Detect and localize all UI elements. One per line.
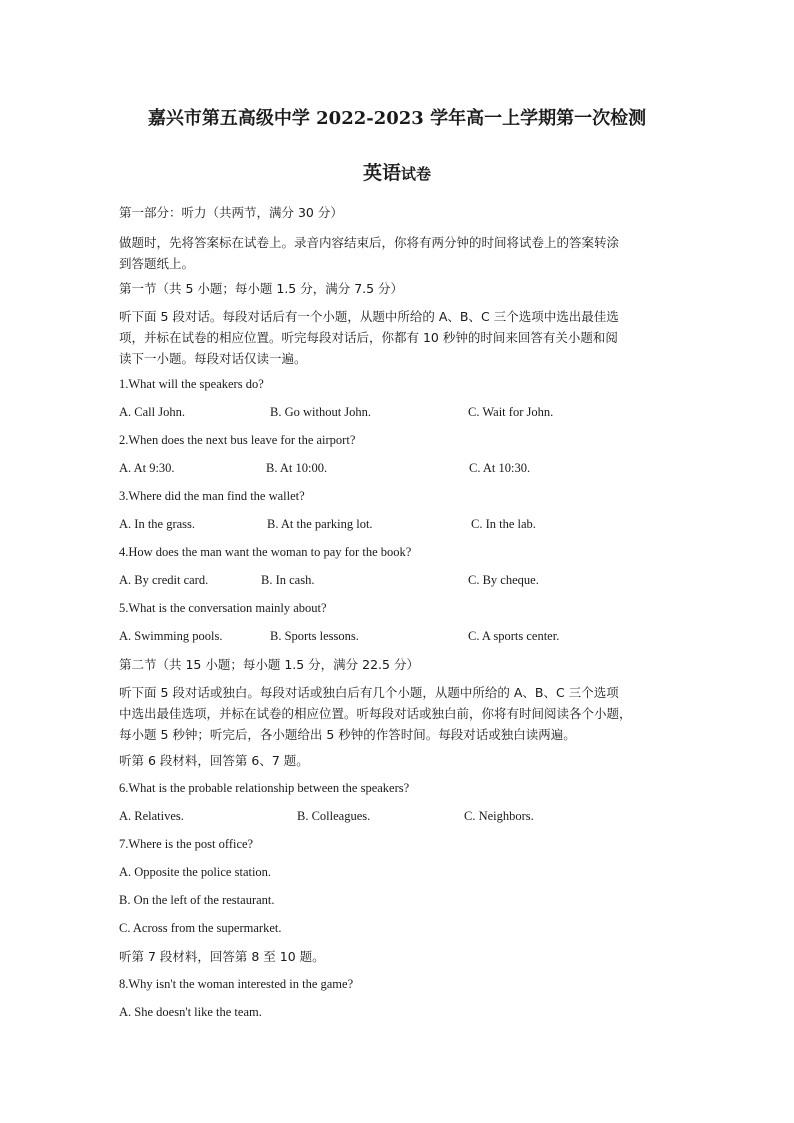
- section2-instructions-line2: 中选出最佳选项，并标在试卷的相应位置。听每段对话或独白前，你将有时间阅读各个小题，: [119, 706, 632, 721]
- section2-heading: 第二节（共 15 小题；每小题 1.5 分，满分 22.5 分）: [119, 657, 419, 672]
- q3-option-b: B. At the parking lot.: [267, 517, 373, 531]
- q4-option-b: B. In cash.: [261, 573, 315, 587]
- question-1: 1.What will the speakers do?: [119, 377, 264, 391]
- q2-option-b: B. At 10:00.: [266, 461, 328, 475]
- q3-option-c: C. In the lab.: [471, 517, 536, 531]
- q6-option-c: C. Neighbors.: [464, 809, 534, 823]
- material-6-note: 听第 6 段材料，回答第 6、7 题。: [119, 753, 309, 768]
- q8-option-a: A. She doesn't like the team.: [119, 1005, 262, 1019]
- question-7: 7.Where is the post office?: [119, 837, 254, 851]
- question-3: 3.Where did the man find the wallet?: [119, 489, 305, 503]
- section1-instructions-line3: 读下一小题。每段对话仅读一遍。: [119, 351, 307, 366]
- section1-heading: 第一节（共 5 小题；每小题 1.5 分，满分 7.5 分）: [119, 281, 404, 296]
- question-5: 5.What is the conversation mainly about?: [119, 601, 327, 615]
- section1-instructions-line1: 听下面 5 段对话。每段对话后有一个小题，从题中所给的 A、B、C 三个选项中选出最佳选: [119, 309, 619, 324]
- part1-heading: 第一部分：听力（共两节，满分 30 分）: [119, 205, 343, 220]
- exam-subject: [0, 160, 794, 187]
- question-6: 6.What is the probable relationship between the speakers?: [119, 781, 410, 795]
- section2-instructions-line3: 每小题 5 秒钟；听完后，各小题给出 5 秒钟的作答时间。每段对话或独白读两遍。: [119, 727, 576, 742]
- q2-option-c: C. At 10:30.: [469, 461, 531, 475]
- q4-option-a: A. By credit card.: [119, 573, 209, 587]
- q6-option-a: A. Relatives.: [119, 809, 184, 823]
- section2-instructions-line1: 听下面 5 段对话或独白。每段对话或独白后有几个小题，从题中所给的 A、B、C 三个选项: [119, 685, 619, 700]
- q1-option-a: A. Call John.: [119, 405, 185, 419]
- q5-option-c: C. A sports center.: [468, 629, 560, 643]
- question-4: 4.How does the man want the woman to pay for the book?: [119, 545, 412, 559]
- subject-main: 英语: [362, 162, 401, 184]
- q7-option-c: C. Across from the supermarket.: [119, 921, 282, 935]
- q1-option-b: B. Go without John.: [270, 405, 372, 419]
- part1-instructions-line1: 做题时，先将答案标在试卷上。录音内容结束后，你将有两分钟的时间将试卷上的答案转涂: [119, 235, 620, 250]
- question-8: 8.Why isn't the woman interested in the game?: [119, 977, 354, 991]
- exam-title: 嘉兴市第五高级中学 2022-2023 学年高一上学期第一次检测: [147, 108, 647, 129]
- section1-instructions-line2: 项，并标在试卷的相应位置。听完每段对话后，你都有 10 秒钟的时间来回答有关小题和阅: [119, 330, 618, 345]
- subject-suffix: 试卷: [401, 165, 432, 183]
- q2-option-a: A. At 9:30.: [119, 461, 175, 475]
- material-7-note: 听第 7 段材料，回答第 8 至 10 题。: [119, 949, 325, 964]
- q4-option-c: C. By cheque.: [468, 573, 539, 587]
- q5-option-b: B. Sports lessons.: [270, 629, 359, 643]
- q7-option-b: B. On the left of the restaurant.: [119, 893, 275, 907]
- q6-option-b: B. Colleagues.: [297, 809, 371, 823]
- q5-option-a: A. Swimming pools.: [119, 629, 223, 643]
- q3-option-a: A. In the grass.: [119, 517, 196, 531]
- part1-instructions-line2: 到答题纸上。: [119, 256, 195, 271]
- q7-option-a: A. Opposite the police station.: [119, 865, 272, 879]
- q1-option-c: C. Wait for John.: [468, 405, 554, 419]
- question-2: 2.When does the next bus leave for the airport?: [119, 433, 356, 447]
